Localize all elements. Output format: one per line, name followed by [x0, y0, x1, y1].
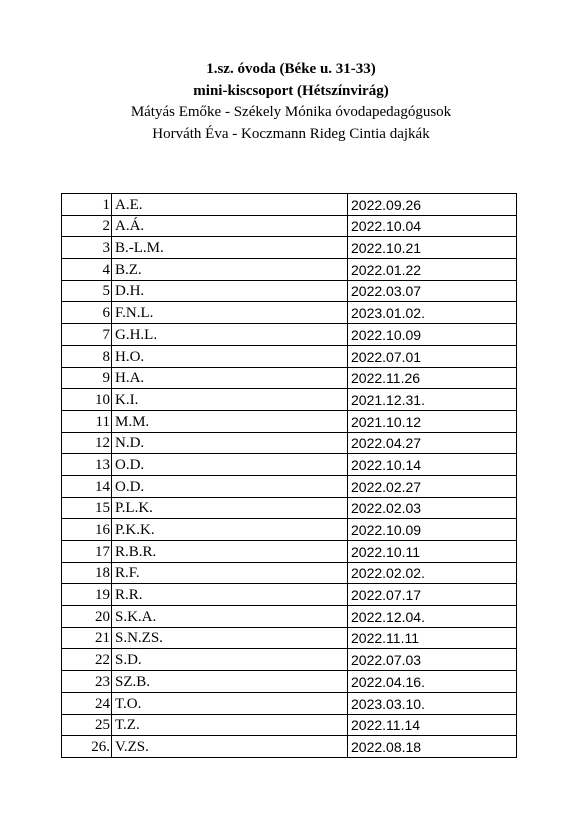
child-initials: T.Z. — [112, 714, 348, 736]
child-initials: S.N.ZS. — [112, 627, 348, 649]
row-number: 5 — [62, 280, 112, 302]
table-row — [62, 562, 517, 584]
birth-date: 2022.09.26 — [348, 194, 517, 216]
table-row — [62, 519, 517, 541]
row-number: 21 — [62, 627, 112, 649]
birth-date: 2023.03.10. — [348, 692, 517, 714]
child-initials: R.F. — [112, 562, 348, 584]
table-row — [62, 280, 517, 302]
table-row — [62, 237, 517, 259]
table-row — [62, 432, 517, 454]
table-row — [62, 324, 517, 346]
birth-date: 2022.10.09 — [348, 519, 517, 541]
row-number: 10 — [62, 389, 112, 411]
row-number: 26. — [62, 736, 112, 758]
table-row — [62, 584, 517, 606]
child-initials: H.O. — [112, 345, 348, 367]
row-number: 13 — [62, 454, 112, 476]
birth-date: 2022.08.18 — [348, 736, 517, 758]
table-row — [62, 649, 517, 671]
row-number: 16 — [62, 519, 112, 541]
birth-date: 2022.10.09 — [348, 324, 517, 346]
table-row — [62, 454, 517, 476]
table-row — [62, 302, 517, 324]
row-number: 9 — [62, 367, 112, 389]
child-initials: A.E. — [112, 194, 348, 216]
child-initials: P.L.K. — [112, 497, 348, 519]
birth-date: 2022.03.07 — [348, 280, 517, 302]
row-number: 20 — [62, 606, 112, 628]
birth-date: 2022.11.11 — [348, 627, 517, 649]
row-number: 25 — [62, 714, 112, 736]
child-initials: V.ZS. — [112, 736, 348, 758]
child-initials: R.B.R. — [112, 541, 348, 563]
child-initials: F.N.L. — [112, 302, 348, 324]
row-number: 2 — [62, 215, 112, 237]
birth-date: 2022.01.22 — [348, 259, 517, 281]
document-header — [0, 59, 582, 145]
children-table — [61, 193, 517, 758]
row-number: 3 — [62, 237, 112, 259]
row-number: 18 — [62, 562, 112, 584]
birth-date: 2022.10.14 — [348, 454, 517, 476]
table-row — [62, 389, 517, 411]
row-number: 17 — [62, 541, 112, 563]
table-row — [62, 671, 517, 693]
child-initials: S.K.A. — [112, 606, 348, 628]
row-number: 1 — [62, 194, 112, 216]
table-row — [62, 606, 517, 628]
child-initials: B.Z. — [112, 259, 348, 281]
birth-date: 2022.02.03 — [348, 497, 517, 519]
table-row — [62, 215, 517, 237]
birth-date: 2022.11.14 — [348, 714, 517, 736]
child-initials: O.D. — [112, 475, 348, 497]
birth-date: 2023.01.02. — [348, 302, 517, 324]
kindergarten-title: 1.sz. óvoda (Béke u. 31-33) — [206, 61, 376, 77]
table-row — [62, 692, 517, 714]
table-row — [62, 497, 517, 519]
birth-date: 2022.07.17 — [348, 584, 517, 606]
row-number: 4 — [62, 259, 112, 281]
birth-date: 2022.04.27 — [348, 432, 517, 454]
child-initials: D.H. — [112, 280, 348, 302]
child-initials: S.D. — [112, 649, 348, 671]
birth-date: 2022.12.04. — [348, 606, 517, 628]
birth-date: 2021.10.12 — [348, 410, 517, 432]
birth-date: 2022.10.21 — [348, 237, 517, 259]
child-initials: N.D. — [112, 432, 348, 454]
child-initials: B.-L.M. — [112, 237, 348, 259]
child-initials: SZ.B. — [112, 671, 348, 693]
child-initials: R.R. — [112, 584, 348, 606]
birth-date: 2022.07.03 — [348, 649, 517, 671]
row-number: 15 — [62, 497, 112, 519]
children-table-body — [62, 194, 517, 758]
birth-date: 2022.04.16. — [348, 671, 517, 693]
child-initials: O.D. — [112, 454, 348, 476]
child-initials: G.H.L. — [112, 324, 348, 346]
child-initials: M.M. — [112, 410, 348, 432]
table-row — [62, 475, 517, 497]
birth-date: 2022.07.01 — [348, 345, 517, 367]
birth-date: 2022.02.27 — [348, 475, 517, 497]
child-initials: K.I. — [112, 389, 348, 411]
row-number: 22 — [62, 649, 112, 671]
row-number: 8 — [62, 345, 112, 367]
row-number: 12 — [62, 432, 112, 454]
child-initials: H.A. — [112, 367, 348, 389]
table-row — [62, 714, 517, 736]
row-number: 7 — [62, 324, 112, 346]
table-row — [62, 194, 517, 216]
group-name: mini-kiscsoport (Hétszínvirág) — [193, 82, 389, 99]
teachers-line: Mátyás Emőke - Székely Mónika óvodapedagógusok — [130, 104, 452, 120]
row-number: 23 — [62, 671, 112, 693]
birth-date: 2022.11.26 — [348, 367, 517, 389]
row-number: 19 — [62, 584, 112, 606]
row-number: 6 — [62, 302, 112, 324]
table-row — [62, 736, 517, 758]
birth-date: 2022.10.04 — [348, 215, 517, 237]
birth-date: 2021.12.31. — [348, 389, 517, 411]
table-row — [62, 627, 517, 649]
assistants-line: Horváth Éva - Koczmann Rideg Cintia dajkák — [152, 125, 430, 142]
child-initials: A.Á. — [112, 215, 348, 237]
child-initials: P.K.K. — [112, 519, 348, 541]
table-row — [62, 367, 517, 389]
row-number: 11 — [62, 410, 112, 432]
row-number: 14 — [62, 475, 112, 497]
child-initials: T.O. — [112, 692, 348, 714]
birth-date: 2022.10.11 — [348, 541, 517, 563]
table-row — [62, 410, 517, 432]
table-row — [62, 541, 517, 563]
birth-date: 2022.02.02. — [348, 562, 517, 584]
row-number: 24 — [62, 692, 112, 714]
table-row — [62, 259, 517, 281]
table-row — [62, 345, 517, 367]
